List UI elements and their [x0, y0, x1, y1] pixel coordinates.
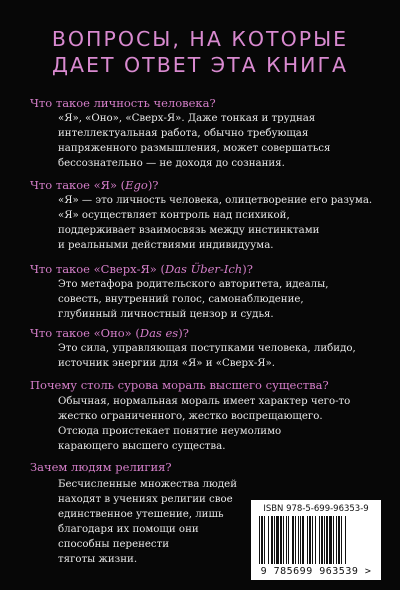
answer-morality — [58, 394, 388, 454]
question-prefix: Что такое «Сверх-Я» ( — [30, 262, 165, 276]
answer-line: источник энергии для «Я» и «Сверх-Я». — [58, 358, 275, 369]
answer-line: и реальными действиями индивидуума. — [58, 240, 274, 251]
question-personality: Что такое личность человека? — [30, 96, 216, 110]
question-suffix: )? — [242, 262, 253, 276]
question-term: Das es — [139, 326, 179, 340]
answer-line: «Я» — это личность человека, олицетворение его разума. — [58, 195, 373, 206]
question-religion: Зачем людям религия? — [30, 460, 172, 474]
question-term: Das Über-Ich — [164, 262, 243, 276]
isbn-barcode — [251, 500, 381, 580]
answer-line: Это сила, управляющая поступками человека, либидо, — [58, 343, 356, 354]
barcode-bars — [257, 516, 375, 566]
answer-line: тяготы жизни. — [58, 554, 138, 565]
question-suffix: )? — [178, 326, 189, 340]
isbn-label: ISBN 978-5-699-96353-9 — [263, 504, 369, 514]
question-term: Ego — [125, 178, 148, 192]
answer-line: глубинный личностный цензор и судья. — [58, 309, 274, 320]
question-superego — [30, 262, 390, 277]
answer-id — [58, 341, 388, 371]
question-id — [30, 326, 390, 341]
answer-line: «Я» осуществляет контроль над психикой, — [58, 210, 290, 221]
answer-line: Это метафора родительского авторитета, идеалы, — [58, 279, 329, 290]
answer-line: Обычная, нормальная мораль имеет характер чего-то — [58, 396, 351, 407]
answer-line: «Я», «Оно», «Сверх-Я». Даже тонкая и трудная — [58, 113, 316, 124]
answer-line: совесть, внутренний голос, самонаблюдение, — [58, 294, 304, 305]
question-suffix: )? — [147, 178, 159, 192]
answer-superego — [58, 277, 388, 322]
answer-line: карающего высшего существа. — [58, 441, 226, 452]
question-prefix: Что такое «Я» ( — [30, 178, 126, 192]
answer-personality — [58, 111, 388, 171]
question-morality: Почему столь сурова мораль высшего существа? — [30, 378, 329, 392]
answer-line: Отсюда проистекает понятие неумолимо — [58, 426, 282, 437]
barcode-digits: 9 785699 963539 > — [260, 566, 372, 577]
answer-line: бессознательно — не доходя до сознания. — [58, 158, 285, 169]
answer-line: Бесчисленные множества людей — [58, 479, 237, 490]
cover-title-line-2: ДАЕТ ОТВЕТ ЭТА КНИГА — [52, 53, 348, 77]
cover-title-line-1: ВОПРОСЫ, НА КОТОРЫЕ — [51, 27, 349, 51]
answer-line: единственное утешение, лишь — [58, 509, 224, 520]
answer-line: напряженного размышления, может совершаться — [58, 143, 331, 154]
answer-line: способны перенести — [58, 539, 170, 550]
answer-line: благодаря их помощи они — [58, 524, 199, 535]
answer-line: поддерживает взаимосвязь между инстинктами — [58, 225, 320, 236]
question-prefix: Что такое «Оно» ( — [30, 326, 140, 340]
answer-line: жестко ограниченного, жестко воспрещающего. — [58, 411, 323, 422]
answer-line: интеллектуальная работа, обычно требующая — [58, 128, 309, 139]
question-ego — [30, 178, 390, 193]
answer-ego — [58, 193, 388, 253]
answer-line: находят в учениях религии свое — [58, 494, 233, 505]
